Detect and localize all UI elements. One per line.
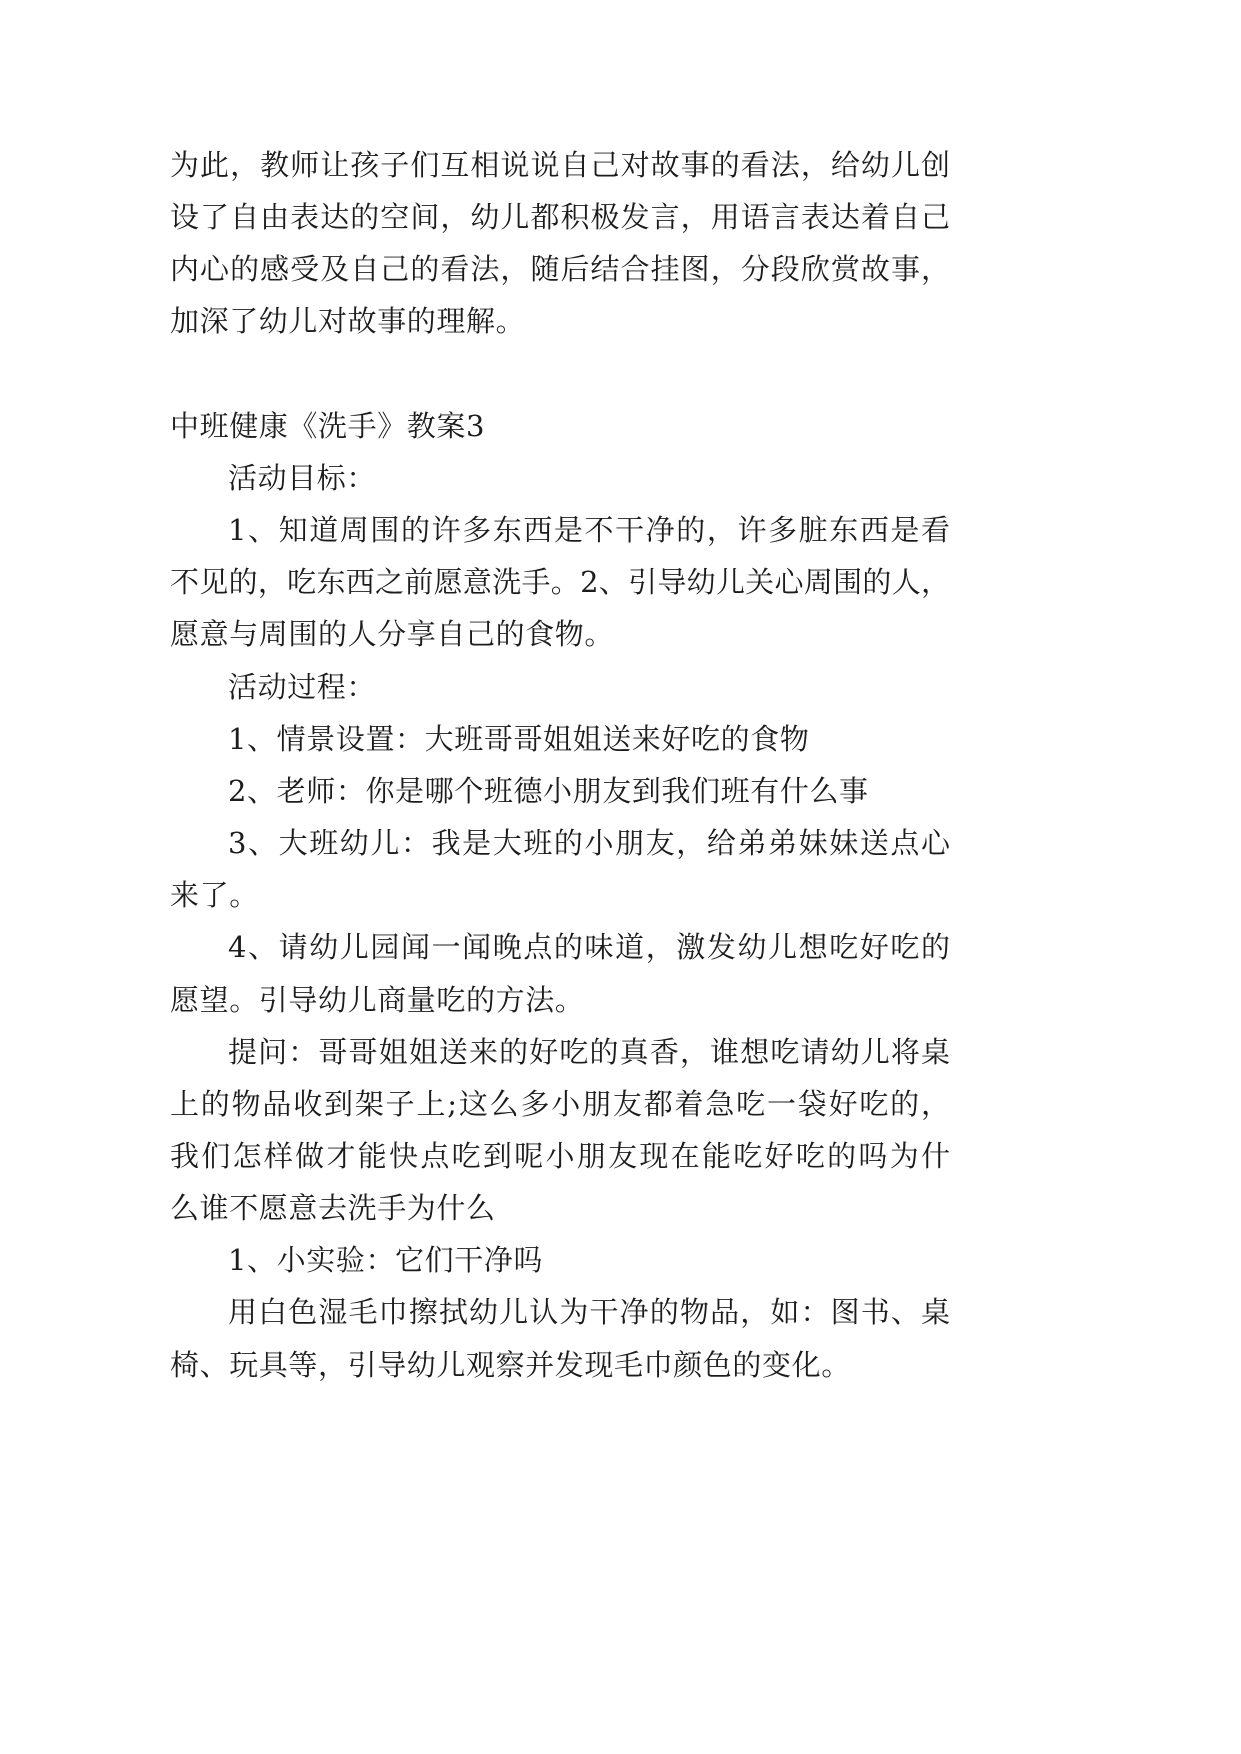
text-line: 内心的感受及自己的看法，随后结合挂图，分段欣赏故事， bbox=[170, 252, 950, 287]
text-line: 么谁不愿意去洗手为什么 bbox=[170, 1191, 496, 1226]
text-line: 上的物品收到架子上;这么多小朋友都着急吃一袋好吃的， bbox=[170, 1086, 950, 1121]
text-line: 为此，教师让孩子们互相说说自己对故事的看法，给幼儿创 bbox=[170, 148, 950, 182]
text-line: 活动目标： bbox=[228, 460, 377, 495]
question-paragraph bbox=[170, 1026, 950, 1235]
text-line: 2、老师：你是哪个班德小朋友到我们班有什么事 bbox=[228, 773, 869, 808]
text-line: 4、请幼儿园闻一闻晚点的味道，激发幼儿想吃好吃的 bbox=[228, 930, 950, 965]
text-line: 活动过程： bbox=[228, 669, 377, 704]
experiment-heading bbox=[170, 1234, 950, 1286]
text-line: 加深了幼儿对故事的理解。 bbox=[170, 304, 526, 339]
text-line: 1、情景设置：大班哥哥姐姐送来好吃的食物 bbox=[228, 721, 810, 756]
activity-goals-text bbox=[170, 504, 950, 660]
process-step-3 bbox=[170, 817, 950, 921]
text-line: 我们怎样做才能快点吃到呢小朋友现在能吃好吃的吗为什 bbox=[170, 1138, 950, 1173]
process-step-4 bbox=[170, 921, 950, 1025]
text-line: 1、小实验：它们干净吗 bbox=[228, 1243, 544, 1278]
text-line: 愿意与周围的人分享自己的食物。 bbox=[170, 617, 615, 652]
text-line: 愿望。引导幼儿商量吃的方法。 bbox=[170, 982, 585, 1017]
activity-process-heading bbox=[170, 661, 950, 713]
process-step-1 bbox=[170, 713, 950, 765]
document-body bbox=[170, 139, 950, 1391]
text-line: 椅、玩具等，引导幼儿观察并发现毛巾颜色的变化。 bbox=[170, 1347, 851, 1382]
experiment-paragraph bbox=[170, 1286, 950, 1390]
text-line: 提问：哥哥姐姐送来的好吃的真香，谁想吃请幼儿将桌 bbox=[228, 1034, 950, 1069]
text-line: 不见的，吃东西之前愿意洗手。2、引导幼儿关心周围的人， bbox=[170, 565, 950, 600]
process-step-2 bbox=[170, 765, 950, 817]
intro-paragraph bbox=[170, 139, 950, 348]
activity-goals-heading bbox=[170, 452, 950, 504]
text-line: 3、大班幼儿：我是大班的小朋友，给弟弟妹妹送点心 bbox=[228, 826, 950, 861]
section-title: 中班健康《洗手》教案3 bbox=[170, 408, 486, 443]
text-line: 来了。 bbox=[170, 878, 259, 913]
text-line: 1、知道周围的许多东西是不干净的，许多脏东西是看 bbox=[228, 513, 950, 548]
text-line: 设了自由表达的空间，幼儿都积极发言，用语言表达着自己 bbox=[170, 200, 950, 235]
text-line: 用白色湿毛巾擦拭幼儿认为干净的物品，如：图书、桌 bbox=[228, 1295, 950, 1330]
